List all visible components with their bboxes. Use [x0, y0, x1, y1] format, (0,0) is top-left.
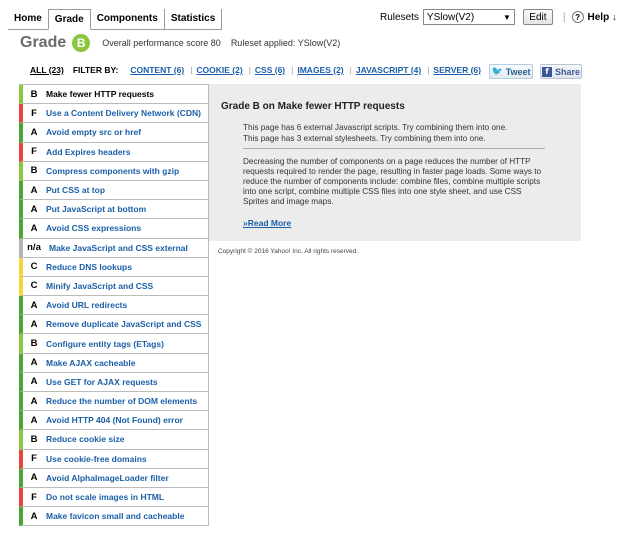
rule-detail-message: This page has 3 external stylesheets. Try combining them into one.: [243, 133, 486, 143]
rule-list-item[interactable]: [19, 354, 209, 373]
help-icon: ?: [572, 11, 584, 23]
rule-grade: F: [31, 146, 37, 158]
filter-javascript-link[interactable]: JAVASCRIPT (4): [355, 65, 422, 75]
rule-name: Avoid AlphaImageLoader filter: [46, 472, 169, 483]
rule-detail-title: Grade B on Make fewer HTTP requests: [221, 101, 405, 112]
help-menu[interactable]: [572, 11, 617, 23]
rule-grade: A: [30, 472, 38, 484]
rule-grade: B: [30, 338, 38, 350]
rule-name: Do not scale images in HTML: [46, 492, 165, 503]
rule-name: Put CSS at top: [46, 185, 106, 196]
rule-grade: A: [30, 395, 38, 407]
rule-grade: A: [30, 414, 38, 426]
filter-separator: |: [349, 65, 352, 75]
rule-grade: A: [30, 203, 38, 215]
filter-bar: [30, 65, 483, 75]
rule-list-item[interactable]: [19, 85, 209, 104]
grade-title: Grade: [20, 34, 67, 51]
overall-grade-badge: B: [72, 34, 90, 52]
rule-name: Reduce DNS lookups: [46, 261, 132, 272]
rule-list: [19, 84, 209, 526]
filter-all-link[interactable]: ALL (23): [30, 65, 64, 75]
filter-separator: |: [291, 65, 294, 75]
rule-grade: A: [30, 357, 38, 369]
rule-grade: A: [30, 299, 38, 311]
tweet-label: Tweet: [505, 66, 531, 77]
rule-grade: C: [30, 280, 38, 292]
rule-list-item[interactable]: [19, 104, 209, 123]
rule-list-item[interactable]: [19, 373, 209, 392]
filter-by-label: FILTER BY:: [72, 65, 119, 75]
rule-name: Reduce cookie size: [46, 434, 125, 445]
rule-grade: n/a: [27, 242, 41, 254]
tab-components[interactable]: Components: [91, 9, 165, 29]
filter-separator: |: [427, 65, 430, 75]
rule-grade: A: [30, 376, 38, 388]
rule-description: Decreasing the number of components on a page reduces the number of HTTP requests required to render the page, resulting in faster page loads. Some ways to reduce the number of components include: combine files, combine multiple scripts into one script, combine multiple CSS files into one style sheet, and use CSS Sprites and image maps.: [243, 157, 542, 206]
rule-list-item[interactable]: [19, 411, 209, 430]
rule-grade: A: [30, 184, 38, 196]
tab-home[interactable]: Home: [14, 13, 42, 24]
divider: [243, 148, 545, 149]
rule-detail-message: This page has 6 external Javascript scripts. Try combining them into one.: [243, 123, 508, 132]
rule-grade: B: [30, 88, 38, 100]
rule-name: Avoid HTTP 404 (Not Found) error: [46, 415, 183, 426]
rule-grade: C: [30, 261, 38, 273]
rule-list-item[interactable]: [19, 239, 209, 258]
tab-bar: [8, 9, 222, 30]
rule-grade: F: [31, 491, 37, 503]
facebook-icon: f: [542, 67, 552, 77]
filter-separator: |: [248, 65, 251, 75]
rule-grade: A: [30, 222, 38, 234]
rule-list-item[interactable]: [19, 181, 209, 200]
rule-name: Avoid CSS expressions: [46, 223, 142, 234]
filter-content-link[interactable]: CONTENT (6): [130, 65, 185, 75]
rule-name: Use cookie-free domains: [46, 453, 147, 464]
grade-header: [20, 34, 340, 52]
tweet-button[interactable]: [489, 64, 533, 79]
rule-list-item[interactable]: [19, 277, 209, 296]
ruleset-selected-value: YSlow(V2): [426, 11, 475, 23]
dropdown-arrow-icon: ▼: [502, 12, 511, 22]
copyright-text: Copyright © 2016 Yahoo! Inc. All rights reserved.: [218, 248, 359, 255]
read-more-link[interactable]: »Read More: [243, 218, 292, 228]
rule-name: Use GET for AJAX requests: [46, 376, 158, 387]
rule-list-item[interactable]: [19, 123, 209, 142]
rule-list-item[interactable]: [19, 488, 209, 507]
rule-list-item[interactable]: [19, 392, 209, 411]
rule-detail-messages: [243, 123, 553, 144]
rule-detail-panel: [209, 84, 581, 241]
rule-name: Remove duplicate JavaScript and CSS: [46, 319, 202, 330]
rule-grade: A: [30, 126, 38, 138]
edit-ruleset-button[interactable]: Edit: [523, 9, 553, 25]
rule-list-item[interactable]: [19, 143, 209, 162]
rule-grade: F: [31, 453, 37, 465]
rule-name: Reduce the number of DOM elements: [46, 396, 198, 407]
twitter-bird-icon: 🐦: [491, 66, 503, 76]
tab-grade[interactable]: Grade: [48, 9, 91, 30]
filter-server-link[interactable]: SERVER (6): [433, 65, 481, 75]
rule-list-item[interactable]: [19, 334, 209, 353]
rule-grade: F: [31, 107, 37, 119]
rule-list-item[interactable]: [19, 450, 209, 469]
facebook-share-button[interactable]: [540, 64, 582, 79]
ruleset-label: Rulesets: [380, 11, 419, 23]
rule-name: Avoid empty src or href: [46, 127, 142, 138]
rule-name: Compress components with gzip: [46, 165, 180, 176]
rule-list-item[interactable]: [19, 258, 209, 277]
tab-statistics[interactable]: Statistics: [165, 9, 222, 29]
ruleset-select[interactable]: [423, 9, 515, 25]
rule-grade: A: [30, 510, 38, 522]
rule-list-item[interactable]: [19, 219, 209, 238]
filter-images-link[interactable]: IMAGES (2): [297, 65, 344, 75]
overall-score: Overall performance score 80: [102, 38, 221, 48]
rule-grade: A: [30, 318, 38, 330]
rule-list-item[interactable]: [19, 162, 209, 181]
rule-list-item[interactable]: [19, 507, 209, 526]
ruleset-applied: Ruleset applied: YSlow(V2): [230, 38, 341, 48]
rule-name: Make JavaScript and CSS external: [49, 242, 188, 253]
ruleset-controls: [380, 9, 617, 25]
divider: |: [562, 11, 566, 23]
rule-name: Make fewer HTTP requests: [46, 89, 155, 100]
filter-separator: |: [190, 65, 193, 75]
rule-name: Make favicon small and cacheable: [46, 511, 185, 522]
rule-name: Use a Content Delivery Network (CDN): [46, 108, 201, 119]
filter-cookie-link[interactable]: COOKIE (2): [196, 65, 243, 75]
help-label: Help: [587, 11, 610, 23]
rule-grade: B: [30, 165, 38, 177]
rule-list-item[interactable]: [19, 430, 209, 449]
rule-list-item[interactable]: [19, 200, 209, 219]
chevron-down-icon: ↓: [612, 12, 617, 22]
share-label: Share: [554, 66, 580, 77]
rule-name: Add Expires headers: [46, 146, 131, 157]
rule-list-item[interactable]: [19, 315, 209, 334]
rule-list-item[interactable]: [19, 469, 209, 488]
rule-name: Make AJAX cacheable: [46, 357, 136, 368]
rule-name: Configure entity tags (ETags): [46, 338, 164, 349]
rule-list-item[interactable]: [19, 296, 209, 315]
rule-name: Minify JavaScript and CSS: [46, 280, 154, 291]
rule-grade: B: [30, 433, 38, 445]
rule-name: Put JavaScript at bottom: [46, 204, 147, 215]
filter-css-link[interactable]: CSS (6): [254, 65, 286, 75]
top-bar: [8, 6, 617, 30]
rule-name: Avoid URL redirects: [46, 300, 128, 311]
